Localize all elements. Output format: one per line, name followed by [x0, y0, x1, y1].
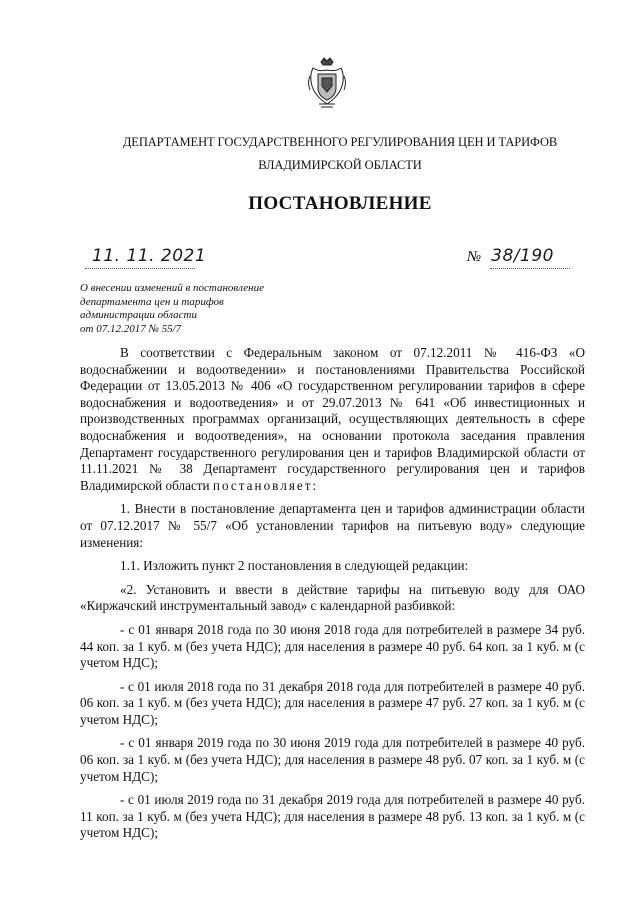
clause-1-1: 1.1. Изложить пункт 2 постановления в следующей редакции:	[120, 558, 469, 574]
clause-1: 1. Внести в постановление департамента цен и тарифов администрации области от 07.12.2017 № 55/7 «Об установлении тарифов на питьевую воду» следующие изменения:	[80, 501, 585, 550]
document-type-title: ПОСТАНОВЛЕНИЕ	[248, 193, 432, 214]
department-name-line2: ВЛАДИМИРСКОЙ ОБЛАСТИ	[258, 158, 422, 172]
coat-of-arms-icon	[307, 56, 347, 110]
tariff-item: - с 01 января 2019 года по 30 июня 2019 года для потребителей в размере 40 руб. 06 коп. за 1 куб. м (без учета НДС); для населения в размере 48 руб. 07 коп. за 1 куб. м (с учетом НДС);	[80, 735, 585, 784]
number-sign: №	[467, 249, 482, 265]
subject-line: от 07.12.2017 № 55/7	[80, 322, 182, 335]
preamble-text: В соответствии с Федеральным законом от 07.12.2011 № 416-ФЗ «О водоснабжении и водоотведении» и постановлениями Правительства Российской Федерации от 13.05.2013 № 406 «О государственном регулировании тарифов в сфере водоснабжения и водоотведения» и от 29.07.2013 № 641 «Об инвестиционных и производственных программах организаций, осуществляющих деятельность в сфере водоснабжения и водоотведения», на основании протокола заседания правления Департамент государственного регулирования цен и тарифов Владимирской области от 11.11.2021 № 38 Департамент государственного регулирования цен и тарифов Владимирской области	[80, 345, 585, 493]
document-subject	[80, 282, 320, 336]
number-underline	[490, 268, 570, 269]
tariff-item: - с 01 января 2018 года по 30 июня 2018 года для потребителей в размере 34 руб. 44 коп. за 1 куб. м (без учета НДС); для населения в размере 40 руб. 64 коп. за 1 куб. м (с учетом НДС);	[80, 621, 585, 671]
document-number: 38/190	[491, 246, 554, 266]
date-underline	[85, 268, 195, 269]
preamble-paragraph	[80, 345, 585, 494]
document-date: 11. 11. 2021	[92, 246, 207, 266]
clause-2: «2. Установить и ввести в действие тарифы на питьевую воду для ОАО «Киржачский инструментальный завод» с календарной разбивкой:	[80, 581, 585, 614]
tariff-item: - с 01 июля 2019 года по 31 декабря 2019 года для потребителей в размере 40 руб. 11 коп. за 1 куб. м (без учета НДС); для населения в размере 48 руб. 13 коп. за 1 куб. м (с учетом НДС);	[80, 792, 585, 841]
document-body	[80, 345, 585, 849]
tariff-item: - с 01 июля 2018 года по 31 декабря 2018 года для потребителей в размере 40 руб. 06 коп. за 1 куб. м (без учета НДС); для населения в размере 47 руб. 27 коп. за 1 куб. м (с учетом НДС);	[80, 678, 585, 727]
subject-line: администрации области	[80, 309, 197, 321]
subject-line: департамента цен и тарифов	[80, 295, 224, 308]
subject-line: О внесении изменений в постановление	[80, 282, 264, 294]
department-name-line1: ДЕПАРТАМЕНТ ГОСУДАРСТВЕННОГО РЕГУЛИРОВАНИЯ ЦЕН И ТАРИФОВ	[122, 135, 558, 149]
resolves-word: постановляет:	[212, 477, 319, 493]
document-number-block	[467, 246, 554, 266]
